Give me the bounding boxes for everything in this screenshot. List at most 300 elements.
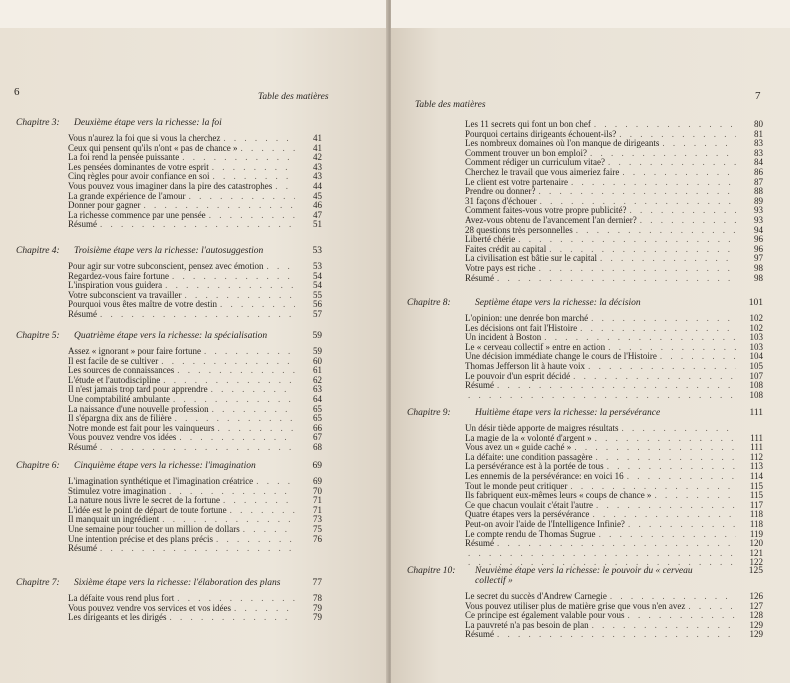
- toc-entry: [16, 310, 322, 320]
- toc-entry-page: 43: [313, 171, 322, 182]
- toc-entry-title: Vous pouvez vendre vos services et vos idées: [68, 602, 232, 613]
- chapter-title: [475, 566, 737, 586]
- chapter-7-continued: [407, 120, 763, 283]
- toc-entry-page: 61: [313, 365, 322, 376]
- toc-entry-page: 70: [313, 485, 322, 496]
- toc-entry-title: Ceux qui pensent qu'ils n'ont « pas de chance »: [68, 142, 238, 153]
- dot-leader: [100, 544, 295, 554]
- dot-leader: [468, 549, 736, 559]
- dot-leader: [591, 314, 736, 324]
- toc-entry-page: 71: [313, 504, 322, 515]
- dot-leader: [169, 613, 295, 623]
- toc-entry-page: 57: [313, 308, 322, 319]
- toc-entry-title: Tout le monde peut critiquer: [465, 480, 568, 491]
- toc-entry-title: Avez-vous obtenu de l'avancement l'an dernier?: [465, 214, 637, 225]
- running-head: Table des matières: [415, 100, 486, 110]
- dot-leader: [607, 462, 736, 472]
- dot-leader: [497, 381, 736, 391]
- dot-leader: [165, 281, 295, 291]
- dot-leader: [580, 324, 736, 334]
- chapter-label: Chapitre 10:: [407, 566, 456, 576]
- chapter-label: Chapitre 7:: [16, 578, 60, 588]
- toc-entry-title: Ce principe est également valable pour vous: [465, 610, 625, 621]
- toc-entry-page: 43: [313, 161, 322, 172]
- dot-leader: [266, 262, 295, 272]
- toc-entry: [407, 630, 763, 640]
- toc-entry-title: Comment trouver un bon emploi?: [465, 147, 587, 158]
- toc-entry-title: L'inspiration vous guidera: [68, 280, 163, 291]
- page-number: 6: [14, 86, 20, 98]
- dot-leader: [497, 539, 736, 549]
- dot-leader: [100, 443, 295, 453]
- dot-leader: [621, 424, 736, 434]
- dot-leader: [240, 144, 295, 154]
- toc-entry-title: Votre pays est riche: [465, 262, 536, 273]
- toc-entry-title: Quatre étapes vers la persévérance: [465, 509, 590, 520]
- toc-entry-page: 87: [754, 176, 763, 187]
- toc-entry: [16, 477, 322, 487]
- toc-entry-page: 126: [749, 591, 763, 601]
- chapter-page: 59: [312, 331, 322, 341]
- dot-leader: [212, 163, 295, 173]
- toc-entry-title: Prendre ou donner?: [465, 186, 536, 197]
- dot-leader: [161, 357, 295, 367]
- toc-entry-page: 83: [754, 147, 763, 158]
- dot-leader: [539, 264, 736, 274]
- toc-entry-page: 118: [749, 509, 763, 520]
- toc-entry: [407, 254, 763, 264]
- toc-entry-page: 45: [313, 190, 322, 201]
- dot-leader: [217, 424, 295, 434]
- toc-entry-page: 60: [313, 355, 322, 366]
- toc-entry-title: Ils fabriquent eux-mêmes leurs « coups de chance »: [465, 490, 652, 501]
- toc-entry-title: Un incident à Boston: [465, 332, 542, 343]
- toc-entry-page: 89: [754, 195, 763, 206]
- right-page: [391, 0, 790, 683]
- toc-entry-page: 79: [313, 602, 322, 613]
- toc-entry-title: Cinq règles pour avoir confiance en soi: [68, 171, 210, 182]
- toc-entry-page: 119: [749, 528, 763, 539]
- toc-entry: [16, 433, 322, 443]
- toc-entry-page: 51: [313, 219, 322, 230]
- toc-entry-title: La richesse commence par une pensée: [68, 209, 206, 220]
- toc-entry-title: La défaite: une condition passagère: [465, 451, 593, 462]
- chapter-label: Chapitre 6:: [16, 461, 60, 471]
- toc-entry: [16, 613, 322, 623]
- toc-entry: [407, 549, 763, 559]
- toc-entry-page: 98: [754, 272, 763, 283]
- toc-entry-page: 98: [754, 262, 763, 273]
- toc-entry-page: 76: [313, 533, 322, 544]
- dot-leader: [662, 139, 736, 149]
- dot-leader: [595, 434, 736, 444]
- running-head: Table des matières: [258, 92, 329, 102]
- toc-entry: [407, 352, 763, 362]
- chapter-8: [407, 298, 763, 400]
- toc-entry-title: Thomas Jefferson lit à haute voix: [465, 360, 586, 371]
- toc-entry: [407, 362, 763, 372]
- toc-entry: [407, 539, 763, 549]
- toc-entry-title: La foi rend la pensée puissante: [68, 152, 180, 163]
- toc-entry-title: 31 façons d'échouer: [465, 195, 537, 206]
- toc-entry-title: Donner pour gagner: [68, 200, 141, 211]
- toc-entry-title: Résumé: [465, 380, 494, 391]
- toc-entry: [407, 274, 763, 284]
- toc-entry-page: 108: [749, 380, 763, 391]
- toc-entry-title: Le secret du succès d'Andrew Carnegie: [465, 591, 607, 601]
- dot-leader: [600, 254, 736, 264]
- toc-entry-title: Comment faites-vous votre propre publicité?: [465, 205, 627, 216]
- chapter-label: Chapitre 4:: [16, 246, 60, 256]
- toc-entry-page: 44: [313, 180, 322, 191]
- toc-entry-title: Stimulez votre imagination: [68, 485, 166, 496]
- toc-entry-page: 122: [749, 557, 763, 568]
- left-page: [0, 0, 388, 683]
- toc-entry-page: 115: [749, 480, 763, 491]
- toc-entry-page: 54: [313, 280, 322, 291]
- toc-entry-title: Les pensées dominantes de votre esprit: [68, 161, 209, 172]
- chapter-page: 69: [312, 461, 322, 471]
- page-number: 7: [755, 90, 761, 102]
- dot-leader: [100, 220, 295, 230]
- toc-entry-page: 41: [313, 133, 322, 143]
- chapter-9: [407, 408, 763, 568]
- chapter-3: [16, 118, 322, 230]
- toc-entry-title: La nature nous livre le secret de la fortune: [68, 495, 220, 506]
- chapter-page: 125: [748, 566, 763, 576]
- dot-leader: [627, 611, 736, 621]
- dot-leader: [230, 506, 295, 516]
- toc-entry-page: 96: [754, 234, 763, 245]
- toc-entry-title: Il manquait un ingrédient: [68, 514, 160, 525]
- toc-entry-page: 83: [754, 138, 763, 149]
- toc-entry-page: 88: [754, 186, 763, 197]
- toc-entry-page: 56: [313, 299, 322, 310]
- toc-entry-title: Vous pouvez vous imaginer dans la pire des catastrophes: [68, 180, 273, 191]
- toc-entry-page: 75: [313, 523, 322, 534]
- chapter-label: Chapitre 5:: [16, 331, 60, 341]
- chapter-page: 77: [312, 578, 322, 588]
- toc-entry: [407, 434, 763, 444]
- dot-leader: [629, 206, 736, 216]
- toc-entry-page: 96: [754, 243, 763, 254]
- toc-entry: [407, 472, 763, 482]
- toc-entry-title: Les ennemis de la persévérance: en voici 16: [465, 470, 624, 481]
- toc-entry: [16, 506, 322, 516]
- toc-entry: [407, 391, 763, 401]
- toc-entry-title: L'étude et l'autodiscipline: [68, 374, 161, 385]
- toc-entry: [407, 621, 763, 631]
- dot-leader: [243, 525, 295, 535]
- toc-entry-page: 128: [749, 610, 763, 621]
- chapter-page: 101: [748, 298, 763, 308]
- toc-entry-title: Résumé: [465, 629, 494, 640]
- toc-entry-page: 41: [313, 142, 322, 153]
- dot-leader: [574, 443, 736, 453]
- toc-entry-page: 127: [749, 600, 763, 611]
- dot-leader: [573, 372, 736, 382]
- chapter-page: 111: [749, 408, 763, 418]
- toc-entry-title: Résumé: [465, 538, 494, 549]
- dot-leader: [599, 530, 736, 540]
- toc-entry: [407, 216, 763, 226]
- chapter-title: Troisième étape vers la richesse: l'autosuggestion: [74, 246, 264, 256]
- toc-entry-page: 63: [313, 384, 322, 395]
- dot-leader: [571, 178, 736, 188]
- toc-entry-page: 69: [313, 476, 322, 486]
- toc-entry-page: 104: [749, 351, 763, 362]
- toc-entry-page: 129: [749, 619, 763, 630]
- dot-leader: [660, 352, 736, 362]
- dot-leader: [497, 274, 736, 284]
- toc-entry-page: 102: [749, 322, 763, 333]
- toc-entry-title: Liberté chérie: [465, 234, 516, 245]
- dot-leader: [204, 347, 295, 357]
- toc-entry-page: 55: [313, 289, 322, 300]
- dot-leader: [497, 630, 736, 640]
- toc-entry-title: Notre monde est fait pour les vainqueurs: [68, 422, 215, 433]
- chapter-5: [16, 331, 322, 453]
- toc-entry: [16, 604, 322, 614]
- dot-leader: [592, 621, 736, 631]
- toc-entry-title: La naissance d'une nouvelle profession: [68, 403, 209, 414]
- chapter-label: Chapitre 9:: [407, 408, 451, 418]
- dot-leader: [216, 535, 295, 545]
- toc-entry-title: Résumé: [68, 308, 97, 319]
- toc-entry-title: La grande expérience de l'amour: [68, 190, 186, 201]
- dot-leader: [628, 520, 736, 530]
- toc-entry-page: 115: [749, 490, 763, 501]
- chapter-label: Chapitre 8:: [407, 298, 451, 308]
- toc-entry: [407, 178, 763, 188]
- toc-entry: [407, 168, 763, 178]
- toc-entry-page: 111: [750, 432, 763, 443]
- toc-entry-page: 68: [313, 441, 322, 452]
- chapter-title: Cinquième étape vers la richesse: l'imagination: [74, 461, 256, 471]
- toc-entry-page: 46: [313, 200, 322, 211]
- toc-entry: [16, 272, 322, 282]
- toc-entry-page: 67: [313, 432, 322, 443]
- toc-entry-title: Pourquoi vous êtes maître de votre destin: [68, 299, 217, 310]
- dot-leader: [627, 472, 736, 482]
- toc-entry-title: Les nombreux domaines où l'on manque de dirigeants: [465, 138, 660, 149]
- toc-entry-page: 120: [749, 538, 763, 549]
- toc-entry-page: 103: [749, 332, 763, 343]
- toc-entry-page: 54: [313, 270, 322, 281]
- toc-entry: [16, 211, 322, 221]
- dot-leader: [177, 366, 295, 376]
- dot-leader: [275, 182, 295, 192]
- chapter-4: [16, 246, 322, 320]
- dot-leader: [172, 272, 295, 282]
- toc-entry-title: Résumé: [465, 272, 494, 283]
- dot-leader: [654, 491, 736, 501]
- chapter-title: Quatrième étape vers la richesse: la spécialisation: [74, 331, 268, 341]
- toc-entry: [16, 262, 322, 272]
- toc-entry-page: 53: [313, 261, 322, 271]
- toc-entry-title: Cherchez le travail que vous aimeriez faire: [465, 166, 620, 177]
- toc-entry-title: Résumé: [68, 543, 97, 554]
- dot-leader: [100, 310, 295, 320]
- dot-leader: [220, 300, 295, 310]
- dot-leader: [234, 604, 295, 614]
- toc-entry: [16, 220, 322, 230]
- dot-leader: [590, 149, 736, 159]
- toc-entry-page: 108: [749, 389, 763, 400]
- toc-entry: [407, 187, 763, 197]
- toc-entry-page: 112: [749, 451, 763, 462]
- dot-leader: [608, 158, 736, 168]
- toc-entry-title: Peut-on avoir l'aide de l'Intelligence Infinie?: [465, 518, 625, 529]
- toc-entry-title: Résumé: [68, 441, 97, 452]
- toc-entry: [16, 544, 322, 554]
- toc-entry-title: La défaite vous rend plus fort: [68, 593, 175, 603]
- toc-entry-page: 47: [313, 209, 322, 220]
- toc-entry-page: 79: [313, 612, 322, 623]
- toc-entry-page: 107: [749, 370, 763, 381]
- chapter-title: Huitième étape vers la richesse: la persévérance: [475, 408, 661, 418]
- toc-entry-title: Ce que chacun voulait c'était l'autre: [465, 499, 593, 510]
- dot-leader: [576, 226, 736, 236]
- toc-entry: [16, 347, 322, 357]
- toc-entry-title: La civilisation est bâtie sur le capital: [465, 253, 597, 264]
- toc-entry: [407, 324, 763, 334]
- toc-entry: [407, 314, 763, 324]
- toc-entry-title: Les dirigeants et les dirigés: [68, 612, 167, 623]
- chapter-label: Chapitre 3:: [16, 118, 60, 128]
- toc-entry-title: Comment rédiger un curriculum vitae?: [465, 157, 605, 168]
- toc-entry-page: 62: [313, 374, 322, 385]
- toc-entry: [16, 366, 322, 376]
- toc-entry-title: Une intention précise et des plans précis: [68, 533, 213, 544]
- toc-entry-title: Le « cerveau collectif » entre en action: [465, 341, 606, 352]
- toc-entry-title: Vous pouvez vendre vos idées: [68, 432, 177, 443]
- dot-leader: [189, 192, 295, 202]
- toc-entry-title: Les sources de connaissances: [68, 365, 175, 376]
- toc-entry-title: Vous n'aurez la foi que si vous la cherchez: [68, 133, 221, 143]
- toc-entry: [407, 264, 763, 274]
- toc-entry-page: 81: [754, 128, 763, 139]
- dot-leader: [209, 211, 295, 221]
- toc-entry-title: Un désir tiède apporte de maigres résultats: [465, 423, 619, 433]
- toc-entry-page: 103: [749, 341, 763, 352]
- dot-leader: [256, 477, 295, 487]
- toc-entry-page: 118: [749, 518, 763, 529]
- toc-entry: [16, 535, 322, 545]
- toc-entry-title: Il est facile de se cultiver: [68, 355, 159, 366]
- chapter-page: 53: [312, 246, 322, 256]
- toc-entry-title: Les 11 secrets qui font un bon chef: [465, 119, 591, 129]
- page-top-edge: [391, 0, 790, 28]
- toc-entry: [16, 443, 322, 453]
- dot-leader: [688, 602, 736, 612]
- toc-entry-title: Il s'épargna dix ans de filière: [68, 413, 172, 424]
- toc-entry-title: L'imagination synthétique et l'imagination créatrice: [68, 476, 254, 486]
- toc-entry-title: L'idée est le point de départ de toute fortune: [68, 504, 227, 515]
- dot-leader: [211, 385, 295, 395]
- toc-entry-page: 86: [754, 166, 763, 177]
- chapter-6: [16, 461, 322, 554]
- toc-entry-title: Une décision immédiate change le cours de l'Histoire: [465, 351, 657, 362]
- toc-entry-page: 105: [749, 360, 763, 371]
- toc-entry-page: 93: [754, 214, 763, 225]
- toc-entry: [16, 192, 322, 202]
- toc-entry-title: Faites crédit au capital: [465, 243, 547, 254]
- toc-entry-title: Pourquoi certains dirigeants échouent-ils?: [465, 128, 617, 139]
- toc-entry-page: 78: [313, 593, 322, 603]
- toc-entry-page: 102: [749, 313, 763, 323]
- toc-entry-page: 73: [313, 514, 322, 525]
- toc-entry-page: 94: [754, 224, 763, 235]
- toc-entry: [407, 235, 763, 245]
- dot-leader: [179, 433, 295, 443]
- toc-entry-title: Assez « ignorant » pour faire fortune: [68, 346, 201, 356]
- dot-leader: [223, 496, 295, 506]
- toc-entry-title: Le pouvoir d'un esprit décidé: [465, 370, 571, 381]
- toc-entry-page: 114: [749, 470, 763, 481]
- toc-entry-title: La persévérance est à la portée de tous: [465, 461, 604, 472]
- toc-entry-title: Votre subconscient va travailler: [68, 289, 182, 300]
- dot-leader: [596, 501, 736, 511]
- toc-entry-page: 42: [313, 152, 322, 163]
- toc-entry-page: 121: [749, 547, 763, 558]
- toc-entry: [407, 530, 763, 540]
- toc-entry-page: 71: [313, 495, 322, 506]
- toc-entry-page: 93: [754, 205, 763, 216]
- toc-entry-page: 64: [313, 393, 322, 404]
- toc-entry-title: Pour agir sur votre subconscient, pensez avec émotion: [68, 261, 264, 271]
- toc-entry-page: 97: [754, 253, 763, 264]
- chapter-7: [16, 578, 322, 623]
- toc-entry-title: Il n'est jamais trop tard pour apprendre: [68, 384, 208, 395]
- toc-entry-title: Vous avez un « guide caché »: [465, 442, 572, 453]
- toc-entry-page: 84: [754, 157, 763, 168]
- chapter-title: Deuxième étape vers la richesse: la foi: [74, 118, 222, 128]
- toc-entry-title: Les décisions ont fait l'Histoire: [465, 322, 578, 333]
- toc-entry-title: Le compte rendu de Thomas Sugrue: [465, 528, 596, 539]
- toc-entry-title: 28 questions très personnelles: [465, 224, 573, 235]
- dot-leader: [640, 216, 736, 226]
- toc-entry-page: 113: [749, 461, 763, 472]
- chapter-title: Septième étape vers la richesse: la décision: [475, 298, 641, 308]
- dot-leader: [518, 235, 736, 245]
- toc-entry-title: La pauvreté n'a pas besoin de plan: [465, 619, 589, 630]
- toc-entry-page: 65: [313, 413, 322, 424]
- toc-entry-title: La magie de la « volonté d'argent »: [465, 432, 592, 443]
- page-top-edge: [0, 0, 388, 28]
- toc-entry: [16, 300, 322, 310]
- dot-leader: [538, 187, 736, 197]
- toc-entry-title: Résumé: [68, 219, 97, 230]
- toc-entry-title: L'opinion: une denrée bon marché: [465, 313, 589, 323]
- toc-entry-title: Une comptabilité ambulante: [68, 393, 170, 404]
- chapter-title: Sixième étape vers la richesse: l'élaboration des plans: [74, 578, 281, 588]
- toc-entry-page: 117: [749, 499, 763, 510]
- toc-entry-title: Le client est votre partenaire: [465, 176, 568, 187]
- dot-leader: [595, 453, 736, 463]
- toc-entry: [407, 372, 763, 382]
- toc-entry-page: 129: [749, 629, 763, 640]
- toc-entry-title: Vous pouvez utiliser plus de matière grise que vous n'en avez: [465, 600, 686, 611]
- dot-leader: [212, 405, 295, 415]
- chapter-title-line1: Neuvième étape vers la richesse: le pouvoir du « cerveau: [475, 566, 693, 576]
- dot-leader: [622, 168, 736, 178]
- toc-entry-page: 66: [313, 422, 322, 433]
- dot-leader: [468, 391, 736, 401]
- toc-entry-title: Une semaine pour toucher un million de dollars: [68, 523, 240, 534]
- toc-entry-page: 65: [313, 403, 322, 414]
- toc-entry-page: 111: [750, 442, 763, 453]
